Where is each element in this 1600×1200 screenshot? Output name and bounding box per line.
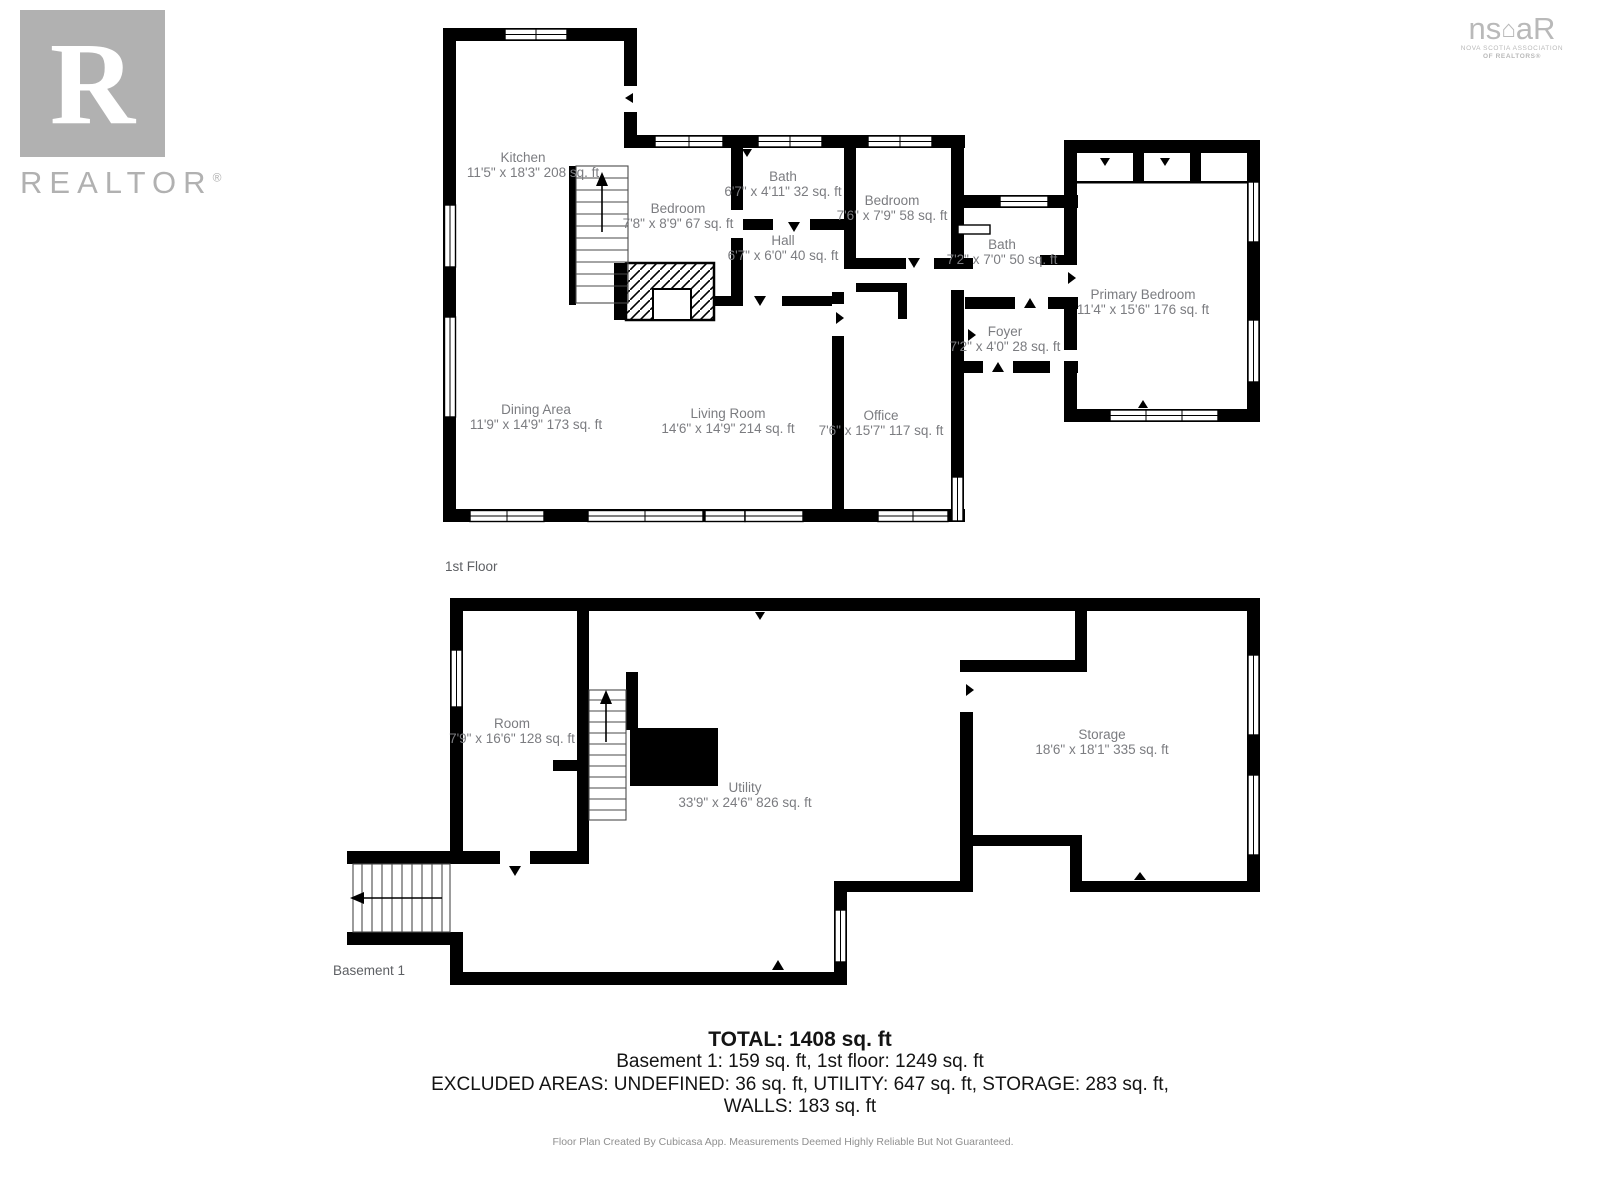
room-dims: 6'7" x 4'11" 32 sq. ft — [724, 184, 842, 199]
door-arrow-icon — [966, 684, 974, 696]
room-label-dining-area — [470, 402, 603, 432]
window — [705, 511, 745, 522]
door-arrow-icon — [754, 296, 766, 306]
door-arrow-icon — [1068, 272, 1076, 284]
room-name: Kitchen — [500, 150, 546, 165]
excluded-areas-line: EXCLUDED AREAS: UNDEFINED: 36 sq. ft, UTILITY: 647 sq. ft, STORAGE: 283 sq. ft, — [431, 1073, 1169, 1095]
basement-plan — [333, 598, 1260, 985]
door-arrow-icon — [908, 258, 920, 268]
window — [1248, 655, 1259, 735]
basement-label: Basement 1 — [333, 963, 406, 978]
window — [588, 511, 703, 522]
window — [470, 511, 544, 522]
door-arrow-icon — [755, 612, 765, 620]
window — [745, 511, 803, 522]
nsar-tagline-1: NOVA SCOTIA ASSOCIATION — [1460, 45, 1564, 52]
room-name: Dining Area — [501, 402, 571, 417]
window — [1000, 196, 1048, 207]
first-floor-plan — [443, 28, 1260, 574]
room-dims: 11'4" x 15'6" 176 sq. ft — [1076, 302, 1210, 317]
room-dims: 7'2" x 4'0" 28 sq. ft — [949, 339, 1061, 354]
fireplace-icon — [626, 263, 714, 320]
room-dims: 7'6" x 7'9" 58 sq. ft — [836, 208, 948, 223]
room-name: Office — [863, 408, 899, 423]
area-summary — [0, 1028, 1600, 1119]
window — [505, 29, 567, 40]
room-name: Room — [493, 716, 531, 731]
room-label-primary-bedroom — [1077, 287, 1210, 317]
room-dims: 33'9" x 24'6" 826 sq. ft — [678, 795, 812, 810]
room-name: Storage — [1078, 727, 1126, 742]
door-arrow-icon — [992, 362, 1004, 372]
disclaimer-footer: Floor Plan Created By Cubicasa App. Measurements Deemed Highly Reliable But Not Guaranteed. — [552, 1136, 1014, 1148]
furnace-block-icon — [630, 728, 718, 786]
window — [1248, 320, 1259, 382]
door-arrow-icon — [742, 149, 752, 157]
room-dims: 6'7" x 6'0" 40 sq. ft — [727, 248, 839, 263]
window — [451, 650, 462, 707]
window — [868, 136, 932, 147]
first-floor-windows — [445, 29, 1260, 522]
total-area-line: TOTAL: 1408 sq. ft — [708, 1028, 892, 1051]
first-floor-label: 1st Floor — [445, 559, 498, 574]
nsar-left-text: ns — [1468, 11, 1502, 46]
room-label-bedroom-1 — [623, 201, 734, 231]
house-icon: ⌂ — [1501, 16, 1516, 43]
window — [1248, 775, 1259, 855]
realtor-r-letter: R — [49, 17, 136, 149]
door-arrow-icon — [788, 222, 800, 232]
window — [655, 136, 723, 147]
window — [445, 205, 456, 267]
door-arrow-icon — [1134, 872, 1146, 880]
room-label-storage — [1035, 727, 1169, 757]
room-dims: 18'6" x 18'1" 335 sq. ft — [1035, 742, 1169, 757]
door-arrow-icon — [1100, 158, 1110, 166]
window — [445, 317, 456, 417]
room-name: Utility — [728, 780, 762, 795]
room-dims: 7'6" x 15'7" 117 sq. ft — [818, 423, 944, 438]
realtor-registered-mark: ® — [212, 170, 222, 185]
door-arrow-icon — [1024, 298, 1036, 308]
realtor-wordmark-text: REALTOR — [20, 165, 213, 200]
nsar-right-text: aR — [1515, 11, 1556, 46]
door-arrow-icon — [836, 312, 844, 324]
room-dims: 11'5" x 18'3" 208 sq. ft — [466, 165, 600, 180]
room-name: Bedroom — [650, 201, 706, 216]
window — [758, 136, 822, 147]
floor-areas-line: Basement 1: 159 sq. ft, 1st floor: 1249 sq. ft — [616, 1051, 984, 1072]
walls-area-line: WALLS: 183 sq. ft — [723, 1096, 877, 1117]
room-label-living-room — [661, 406, 795, 436]
door-arrow-icon — [625, 93, 633, 103]
room-label-hall — [728, 233, 839, 263]
basement-stairs-icon — [589, 690, 626, 820]
basement-walls — [347, 598, 1260, 985]
window — [958, 225, 990, 234]
nsar-tagline-2: OF REALTORS® — [1483, 52, 1541, 60]
room-name: Bath — [769, 169, 797, 184]
room-dims: 7'8" x 8'9" 67 sq. ft — [622, 216, 734, 231]
window — [952, 477, 963, 521]
room-dims: 14'6" x 14'9" 214 sq. ft — [661, 421, 795, 436]
exterior-stairs-icon — [350, 864, 450, 932]
room-name: Primary Bedroom — [1090, 287, 1196, 302]
room-label-kitchen — [467, 150, 600, 180]
room-name: Foyer — [987, 324, 1023, 339]
room-name: Bath — [988, 237, 1016, 252]
room-dims: 11'9" x 14'9" 173 sq. ft — [469, 417, 603, 432]
room-name: Hall — [771, 233, 795, 248]
room-label-foyer — [950, 324, 1061, 354]
room-dims: 7'2" x 7'0" 50 sq. ft — [946, 252, 1058, 267]
door-arrow-icon — [1160, 158, 1170, 166]
basement-windows — [451, 650, 1259, 962]
window — [1248, 182, 1259, 242]
first-floor-walls — [443, 28, 1260, 522]
window — [835, 910, 846, 962]
door-arrow-icon — [1138, 400, 1148, 408]
door-arrow-icon — [509, 866, 521, 876]
room-name: Living Room — [690, 406, 766, 421]
room-name: Bedroom — [864, 193, 920, 208]
door-arrow-icon — [772, 960, 784, 970]
room-dims: 7'9" x 16'6" 128 sq. ft — [449, 731, 575, 746]
window — [878, 511, 948, 522]
room-label-basement-room — [449, 716, 575, 746]
window — [1110, 410, 1218, 421]
